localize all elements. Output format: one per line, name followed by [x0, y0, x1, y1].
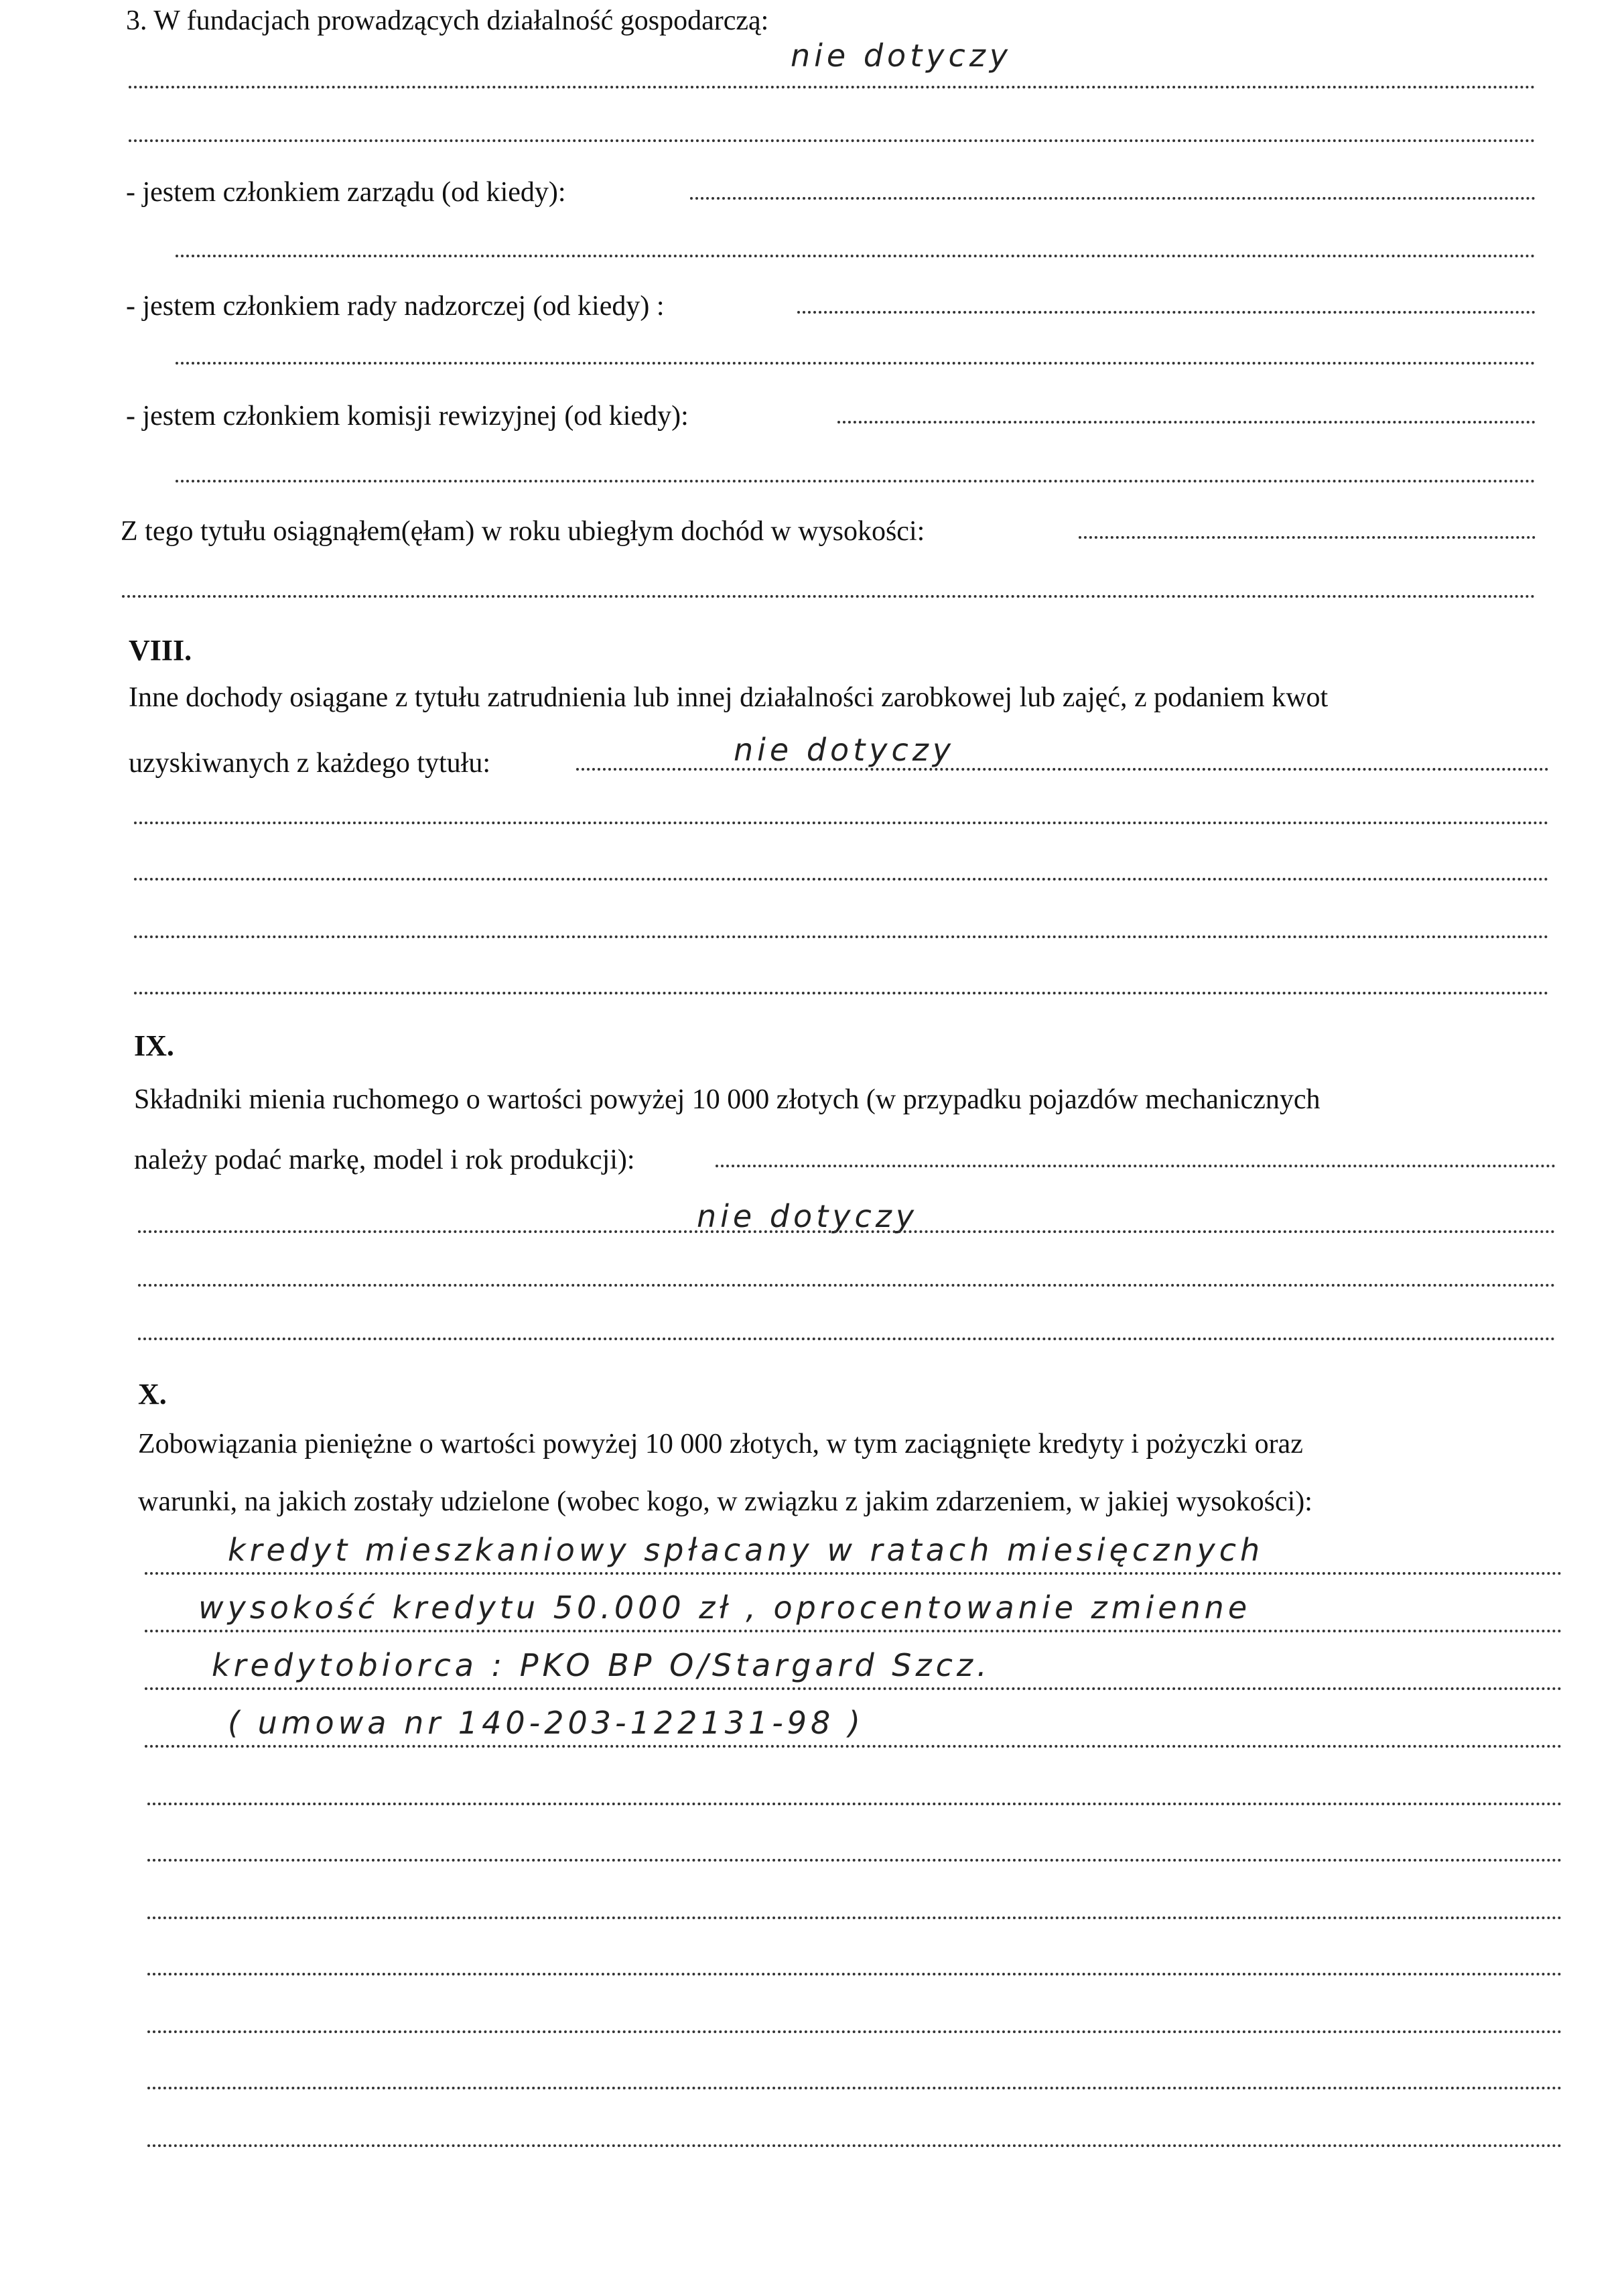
answer-line	[690, 197, 1536, 200]
answer-line	[145, 1572, 1562, 1575]
answer-line	[147, 2030, 1562, 2033]
answer-line	[122, 595, 1536, 598]
section-10-handwritten-line-2: wysokość kredytu 50.000 zł , oprocentowanie zmienne	[198, 1589, 1251, 1626]
answer-line	[147, 1803, 1562, 1805]
answer-line	[138, 1284, 1556, 1287]
section-10-handwritten-line-3: kredytobiorca : PKO BP O/Stargard Szcz.	[212, 1647, 991, 1683]
answer-line	[138, 1230, 1556, 1233]
answer-line	[147, 2087, 1562, 2089]
answer-line	[797, 311, 1536, 314]
section-3-heading: 3. W fundacjach prowadzących działalność gospodarczą:	[126, 5, 769, 36]
supervisory-board-label: - jestem członkiem rady nadzorczej (od kiedy) :	[126, 291, 665, 322]
answer-line	[145, 1630, 1562, 1632]
section-10-numeral: X.	[138, 1378, 167, 1411]
section-8-handwritten-answer: nie dotyczy	[734, 732, 955, 768]
answer-line	[145, 1745, 1562, 1748]
answer-line	[147, 1973, 1562, 1975]
answer-line	[145, 1687, 1562, 1690]
answer-line	[716, 1165, 1556, 1167]
section-10-handwritten-line-1: kredyt mieszkaniowy spłacany w ratach miesięcznych	[228, 1532, 1264, 1568]
answer-line	[1079, 536, 1536, 539]
section-10-handwritten-line-4: ( umowa nr 140-203-122131-98 )	[228, 1705, 864, 1741]
section-10-line2: warunki, na jakich zostały udzielone (wobec kogo, w związku z jakim zdarzeniem, w jakiej wysokości):	[138, 1486, 1312, 1517]
section-9-handwritten-answer: nie dotyczy	[697, 1198, 919, 1234]
answer-line	[134, 822, 1549, 824]
answer-line	[576, 768, 1549, 771]
answer-line	[147, 2144, 1562, 2147]
answer-line	[134, 992, 1549, 994]
answer-line	[147, 1859, 1562, 1862]
answer-line	[134, 878, 1549, 881]
answer-line	[176, 362, 1536, 365]
answer-line	[129, 86, 1536, 88]
answer-line	[837, 421, 1536, 424]
section-10-line1: Zobowiązania pieniężne o wartości powyżej 10 000 złotych, w tym zaciągnięte kredyty i pożyczki oraz	[138, 1429, 1303, 1459]
answer-line	[138, 1338, 1556, 1340]
section-8-line2: uzyskiwanych z każdego tytułu:	[129, 748, 491, 779]
income-label: Z tego tytułu osiągnąłem(ęłam) w roku ubiegłym dochód w wysokości:	[121, 516, 925, 547]
section-9-line1: Składniki mienia ruchomego o wartości powyżej 10 000 złotych (w przypadku pojazdów mechanicznych	[134, 1084, 1321, 1115]
section-3-handwritten-answer: nie dotyczy	[791, 38, 1012, 74]
board-member-label: - jestem członkiem zarządu (od kiedy):	[126, 177, 566, 208]
answer-line	[134, 935, 1549, 938]
section-8-numeral: VIII.	[129, 634, 192, 667]
answer-line	[147, 1917, 1562, 1919]
audit-committee-label: - jestem członkiem komisji rewizyjnej (od kiedy):	[126, 401, 689, 432]
section-8-line1: Inne dochody osiągane z tytułu zatrudnienia lub innej działalności zarobkowej lub zajęć, z podaniem kwot	[129, 682, 1329, 713]
section-9-line2: należy podać markę, model i rok produkcji):	[134, 1145, 635, 1175]
answer-line	[129, 139, 1536, 142]
answer-line	[176, 480, 1536, 482]
answer-line	[176, 255, 1536, 257]
section-9-numeral: IX.	[134, 1029, 174, 1062]
